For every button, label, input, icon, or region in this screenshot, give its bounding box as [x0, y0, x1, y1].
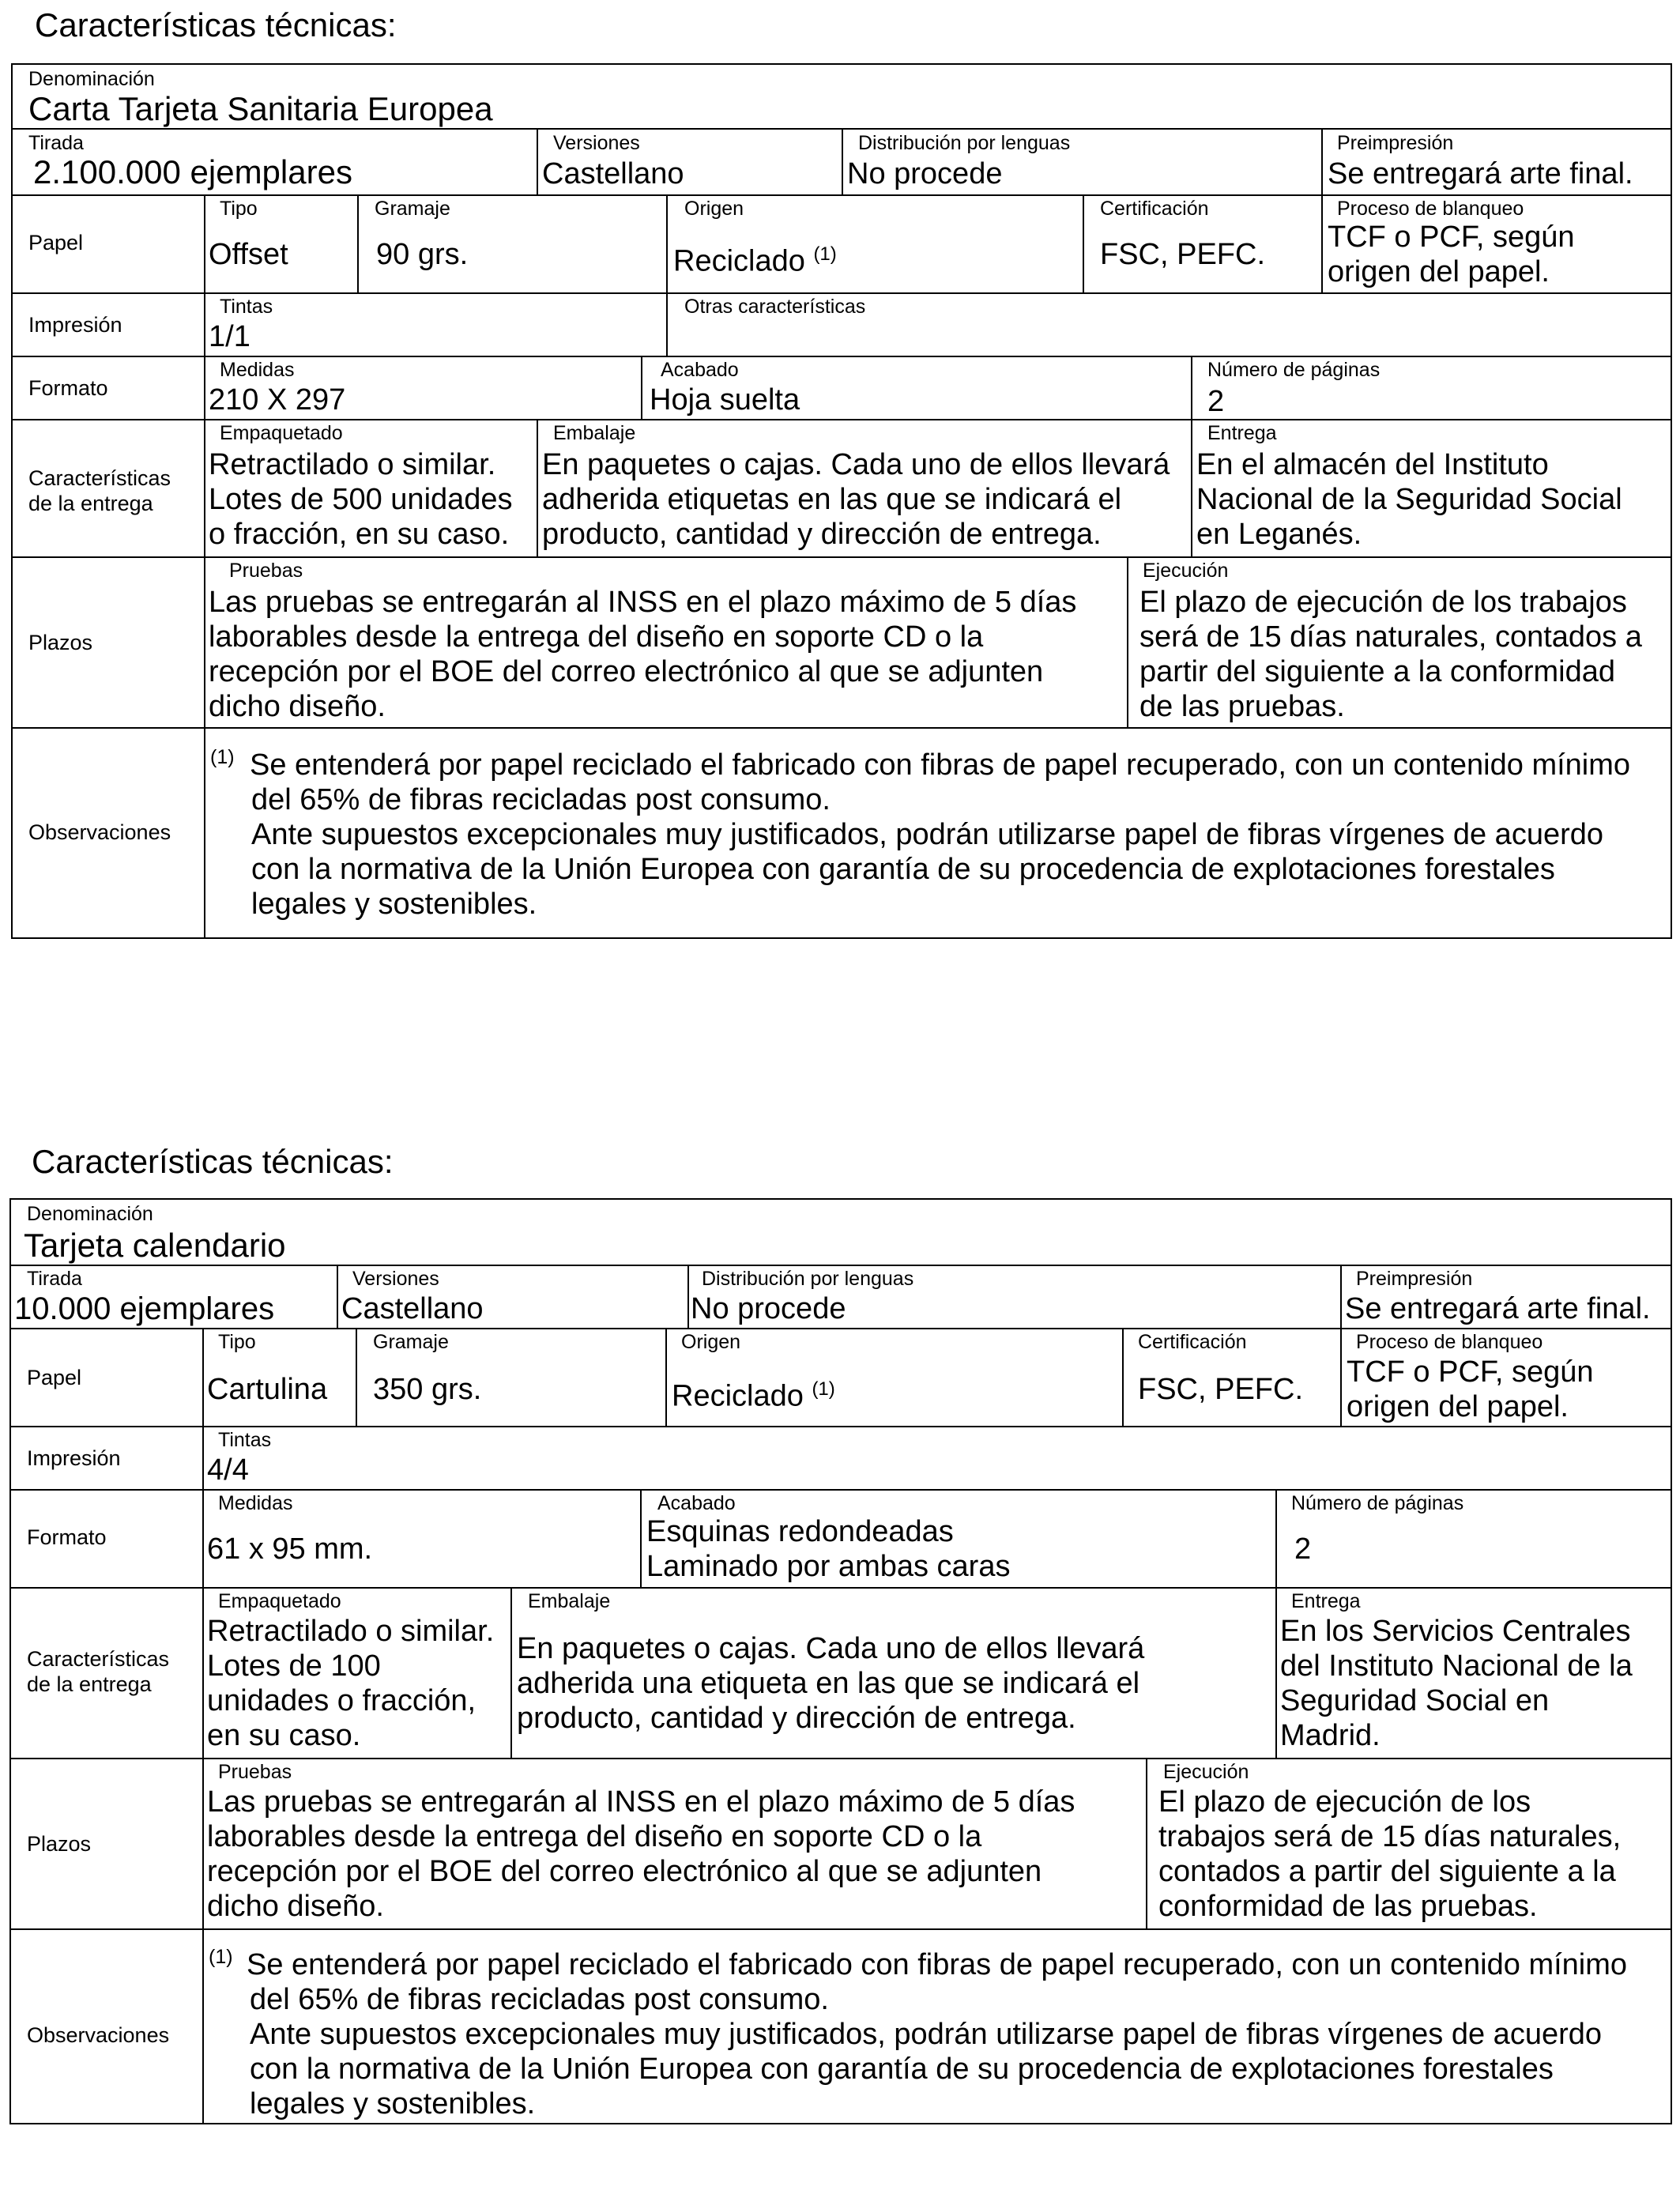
preimpresion-value: Se entregará arte final. — [1328, 157, 1633, 190]
entrega-line: Seguridad Social en — [1280, 1684, 1550, 1717]
paginas-label: Número de páginas — [1291, 1492, 1464, 1514]
footnote-marker: (1) — [812, 1378, 835, 1400]
medidas-label: Medidas — [220, 359, 295, 381]
acabado-label: Acabado — [657, 1492, 736, 1514]
observaciones-line: Se entenderá por papel reciclado el fabricado con fibras de papel recuperado, con un contenido mínimo — [247, 1948, 1628, 1981]
entrega-line: Nacional de la Seguridad Social — [1196, 483, 1622, 516]
ejecucion-line: de las pruebas. — [1139, 690, 1345, 723]
embalaje-label: Embalaje — [528, 1590, 611, 1612]
blanqueo-line: TCF o PCF, según — [1328, 221, 1575, 254]
tirada-label: Tirada — [27, 1268, 82, 1290]
tintas-value: 4/4 — [207, 1453, 249, 1487]
ejecucion-label: Ejecución — [1143, 560, 1229, 582]
impresion-label: Impresión — [27, 1446, 121, 1470]
papel-label: Papel — [28, 231, 84, 254]
preimpresion-value: Se entregará arte final. — [1345, 1292, 1651, 1325]
versiones-value: Castellano — [341, 1292, 484, 1325]
formato-label: Formato — [28, 376, 108, 400]
otras-label: Otras características — [684, 296, 866, 318]
tirada-value: 2.100.000 ejemplares — [33, 153, 352, 190]
paginas-value: 2 — [1207, 385, 1225, 418]
pruebas-line: laborables desde la entrega del diseño en soporte CD o la — [209, 620, 984, 654]
entrega-line: en Leganés. — [1196, 518, 1362, 551]
empaquetado-line: Retractilado o similar. — [209, 448, 496, 481]
origen-cell — [673, 237, 837, 279]
distribucion-value: No procede — [691, 1292, 846, 1325]
gramaje-label: Gramaje — [375, 198, 450, 220]
gramaje-value: 350 grs. — [373, 1373, 482, 1406]
empaquetado-label: Empaquetado — [220, 422, 343, 444]
pruebas-line: Las pruebas se entregarán al INSS en el plazo máximo de 5 días — [207, 1785, 1075, 1819]
blanqueo-label: Proceso de blanqueo — [1337, 198, 1524, 220]
acabado-value: Hoja suelta — [650, 383, 800, 417]
preimpresion-label: Preimpresión — [1337, 132, 1454, 154]
acabado-line: Esquinas redondeadas — [646, 1515, 954, 1548]
plazos-label: Plazos — [27, 1832, 92, 1856]
versiones-value: Castellano — [542, 157, 684, 190]
tipo-label: Tipo — [220, 198, 258, 220]
formato-label: Formato — [27, 1525, 107, 1549]
entrega-line: En los Servicios Centrales — [1280, 1615, 1631, 1648]
section-heading: Características técnicas: — [35, 6, 397, 43]
pruebas-line: Las pruebas se entregarán al INSS en el plazo máximo de 5 días — [209, 586, 1077, 619]
medidas-value: 61 x 95 mm. — [207, 1532, 373, 1566]
tipo-label: Tipo — [218, 1331, 256, 1353]
spec-table — [9, 1198, 1672, 2124]
observaciones-line: del 65% de fibras recicladas post consumo. — [250, 1983, 829, 2016]
observaciones-line: Ante supuestos excepcionales muy justificados, podrán utilizarse papel de fibras vírgenes de acuerdo — [250, 2018, 1603, 2051]
pruebas-line: laborables desde la entrega del diseño en soporte CD o la — [207, 1820, 982, 1853]
observaciones-line: con la normativa de la Unión Europea con garantía de su procedencia de explotaciones forestales — [251, 853, 1555, 886]
medidas-value: 210 X 297 — [209, 383, 346, 417]
denominacion-label: Denominación — [27, 1203, 153, 1225]
pruebas-label: Pruebas — [218, 1761, 292, 1783]
paginas-value: 2 — [1294, 1532, 1312, 1566]
certificacion-value: FSC, PEFC. — [1100, 238, 1266, 271]
distribucion-value: No procede — [847, 157, 1003, 190]
origen-cell — [672, 1372, 835, 1414]
embalaje-line: adherida etiquetas en las que se indicará el — [542, 483, 1122, 516]
entrega-label: Entrega — [1291, 1590, 1361, 1612]
embalaje-line: En paquetes o cajas. Cada uno de ellos llevará — [517, 1632, 1145, 1665]
origen-value: Reciclado — [672, 1379, 804, 1413]
entrega-line: Madrid. — [1280, 1719, 1381, 1752]
distribucion-label: Distribución por lenguas — [702, 1268, 914, 1290]
embalaje-line: adherida una etiqueta en las que se indicará el — [517, 1667, 1140, 1700]
embalaje-line: En paquetes o cajas. Cada uno de ellos llevará — [542, 448, 1170, 481]
certificacion-label: Certificación — [1138, 1331, 1247, 1353]
origen-label: Origen — [681, 1331, 741, 1353]
tintas-label: Tintas — [218, 1429, 272, 1451]
observaciones-label: Observaciones — [27, 2023, 170, 2047]
footnote-marker: (1) — [813, 243, 837, 265]
denominacion-label: Denominación — [28, 68, 155, 90]
pruebas-line: recepción por el BOE del correo electrónico al que se adjunten — [207, 1855, 1042, 1888]
ejecucion-label: Ejecución — [1163, 1761, 1249, 1783]
empaquetado-line: unidades o fracción, — [207, 1684, 477, 1717]
ejecucion-line: partir del siguiente a la conformidad — [1139, 655, 1616, 688]
blanqueo-line: TCF o PCF, según — [1347, 1355, 1594, 1389]
origen-value: Reciclado — [673, 244, 805, 278]
ejecucion-line: contados a partir del siguiente a la — [1158, 1855, 1616, 1888]
caract-entrega-label: de la entrega — [27, 1672, 152, 1696]
footnote-marker: (1) — [209, 1946, 233, 1968]
section-heading: Características técnicas: — [32, 1143, 394, 1180]
empaquetado-line: Retractilado o similar. — [207, 1615, 495, 1648]
pruebas-label: Pruebas — [229, 560, 303, 582]
origen-label: Origen — [684, 198, 744, 220]
pruebas-line: dicho diseño. — [207, 1890, 384, 1923]
empaquetado-line: o fracción, en su caso. — [209, 518, 510, 551]
tintas-value: 1/1 — [209, 320, 250, 353]
ejecucion-line: trabajos será de 15 días naturales, — [1158, 1820, 1622, 1853]
embalaje-line: producto, cantidad y dirección de entrega. — [517, 1702, 1076, 1735]
ejecucion-line: conformidad de las pruebas. — [1158, 1890, 1538, 1923]
caract-entrega-label: Características — [27, 1647, 170, 1671]
versiones-label: Versiones — [553, 132, 640, 154]
embalaje-line: producto, cantidad y dirección de entrega. — [542, 518, 1102, 551]
observaciones-line: con la normativa de la Unión Europea con garantía de su procedencia de explotaciones forestales — [250, 2053, 1554, 2086]
empaquetado-line: en su caso. — [207, 1719, 361, 1752]
tirada-label: Tirada — [28, 132, 84, 154]
empaquetado-line: Lotes de 100 — [207, 1649, 381, 1683]
ejecucion-line: El plazo de ejecución de los — [1158, 1785, 1531, 1819]
preimpresion-label: Preimpresión — [1356, 1268, 1473, 1290]
footnote-marker: (1) — [210, 746, 235, 768]
empaquetado-label: Empaquetado — [218, 1590, 341, 1612]
denominacion-value: Carta Tarjeta Sanitaria Europea — [28, 90, 493, 127]
ejecucion-line: El plazo de ejecución de los trabajos — [1139, 586, 1627, 619]
caract-entrega-label: de la entrega — [28, 492, 153, 515]
pruebas-line: dicho diseño. — [209, 690, 386, 723]
entrega-label: Entrega — [1207, 422, 1277, 444]
pruebas-line: recepción por el BOE del correo electrónico al que se adjunten — [209, 655, 1044, 688]
tirada-value: 10.000 ejemplares — [14, 1291, 275, 1326]
observaciones-line: del 65% de fibras recicladas post consumo. — [251, 783, 831, 816]
blanqueo-line: origen del papel. — [1347, 1390, 1569, 1423]
caract-entrega-label: Características — [28, 466, 171, 490]
impresion-label: Impresión — [28, 313, 122, 337]
observaciones-line: legales y sostenibles. — [251, 888, 537, 921]
observaciones-line: Se entenderá por papel reciclado el fabricado con fibras de papel recuperado, con un contenido mínimo — [250, 748, 1631, 782]
blanqueo-line: origen del papel. — [1328, 255, 1550, 288]
observaciones-label: Observaciones — [28, 820, 171, 844]
acabado-line: Laminado por ambas caras — [646, 1550, 1011, 1583]
observaciones-line: legales y sostenibles. — [250, 2087, 536, 2120]
medidas-label: Medidas — [218, 1492, 293, 1514]
tintas-label: Tintas — [220, 296, 273, 318]
certificacion-value: FSC, PEFC. — [1138, 1373, 1304, 1406]
observaciones-line: Ante supuestos excepcionales muy justificados, podrán utilizarse papel de fibras vírgenes de acuerdo — [251, 818, 1604, 851]
ejecucion-line: será de 15 días naturales, contados a — [1139, 620, 1642, 654]
blanqueo-label: Proceso de blanqueo — [1356, 1331, 1543, 1353]
empaquetado-line: Lotes de 500 unidades — [209, 483, 513, 516]
gramaje-label: Gramaje — [373, 1331, 449, 1353]
denominacion-value: Tarjeta calendario — [24, 1227, 286, 1264]
certificacion-label: Certificación — [1100, 198, 1209, 220]
acabado-label: Acabado — [661, 359, 739, 381]
versiones-label: Versiones — [352, 1268, 439, 1290]
tipo-value: Offset — [209, 238, 288, 271]
papel-label: Papel — [27, 1366, 82, 1389]
entrega-line: En el almacén del Instituto — [1196, 448, 1549, 481]
plazos-label: Plazos — [28, 631, 93, 654]
spec-table — [11, 63, 1672, 939]
tipo-value: Cartulina — [207, 1373, 328, 1406]
gramaje-value: 90 grs. — [376, 238, 469, 271]
distribucion-label: Distribución por lenguas — [858, 132, 1071, 154]
paginas-label: Número de páginas — [1207, 359, 1381, 381]
embalaje-label: Embalaje — [553, 422, 636, 444]
entrega-line: del Instituto Nacional de la — [1280, 1649, 1633, 1683]
